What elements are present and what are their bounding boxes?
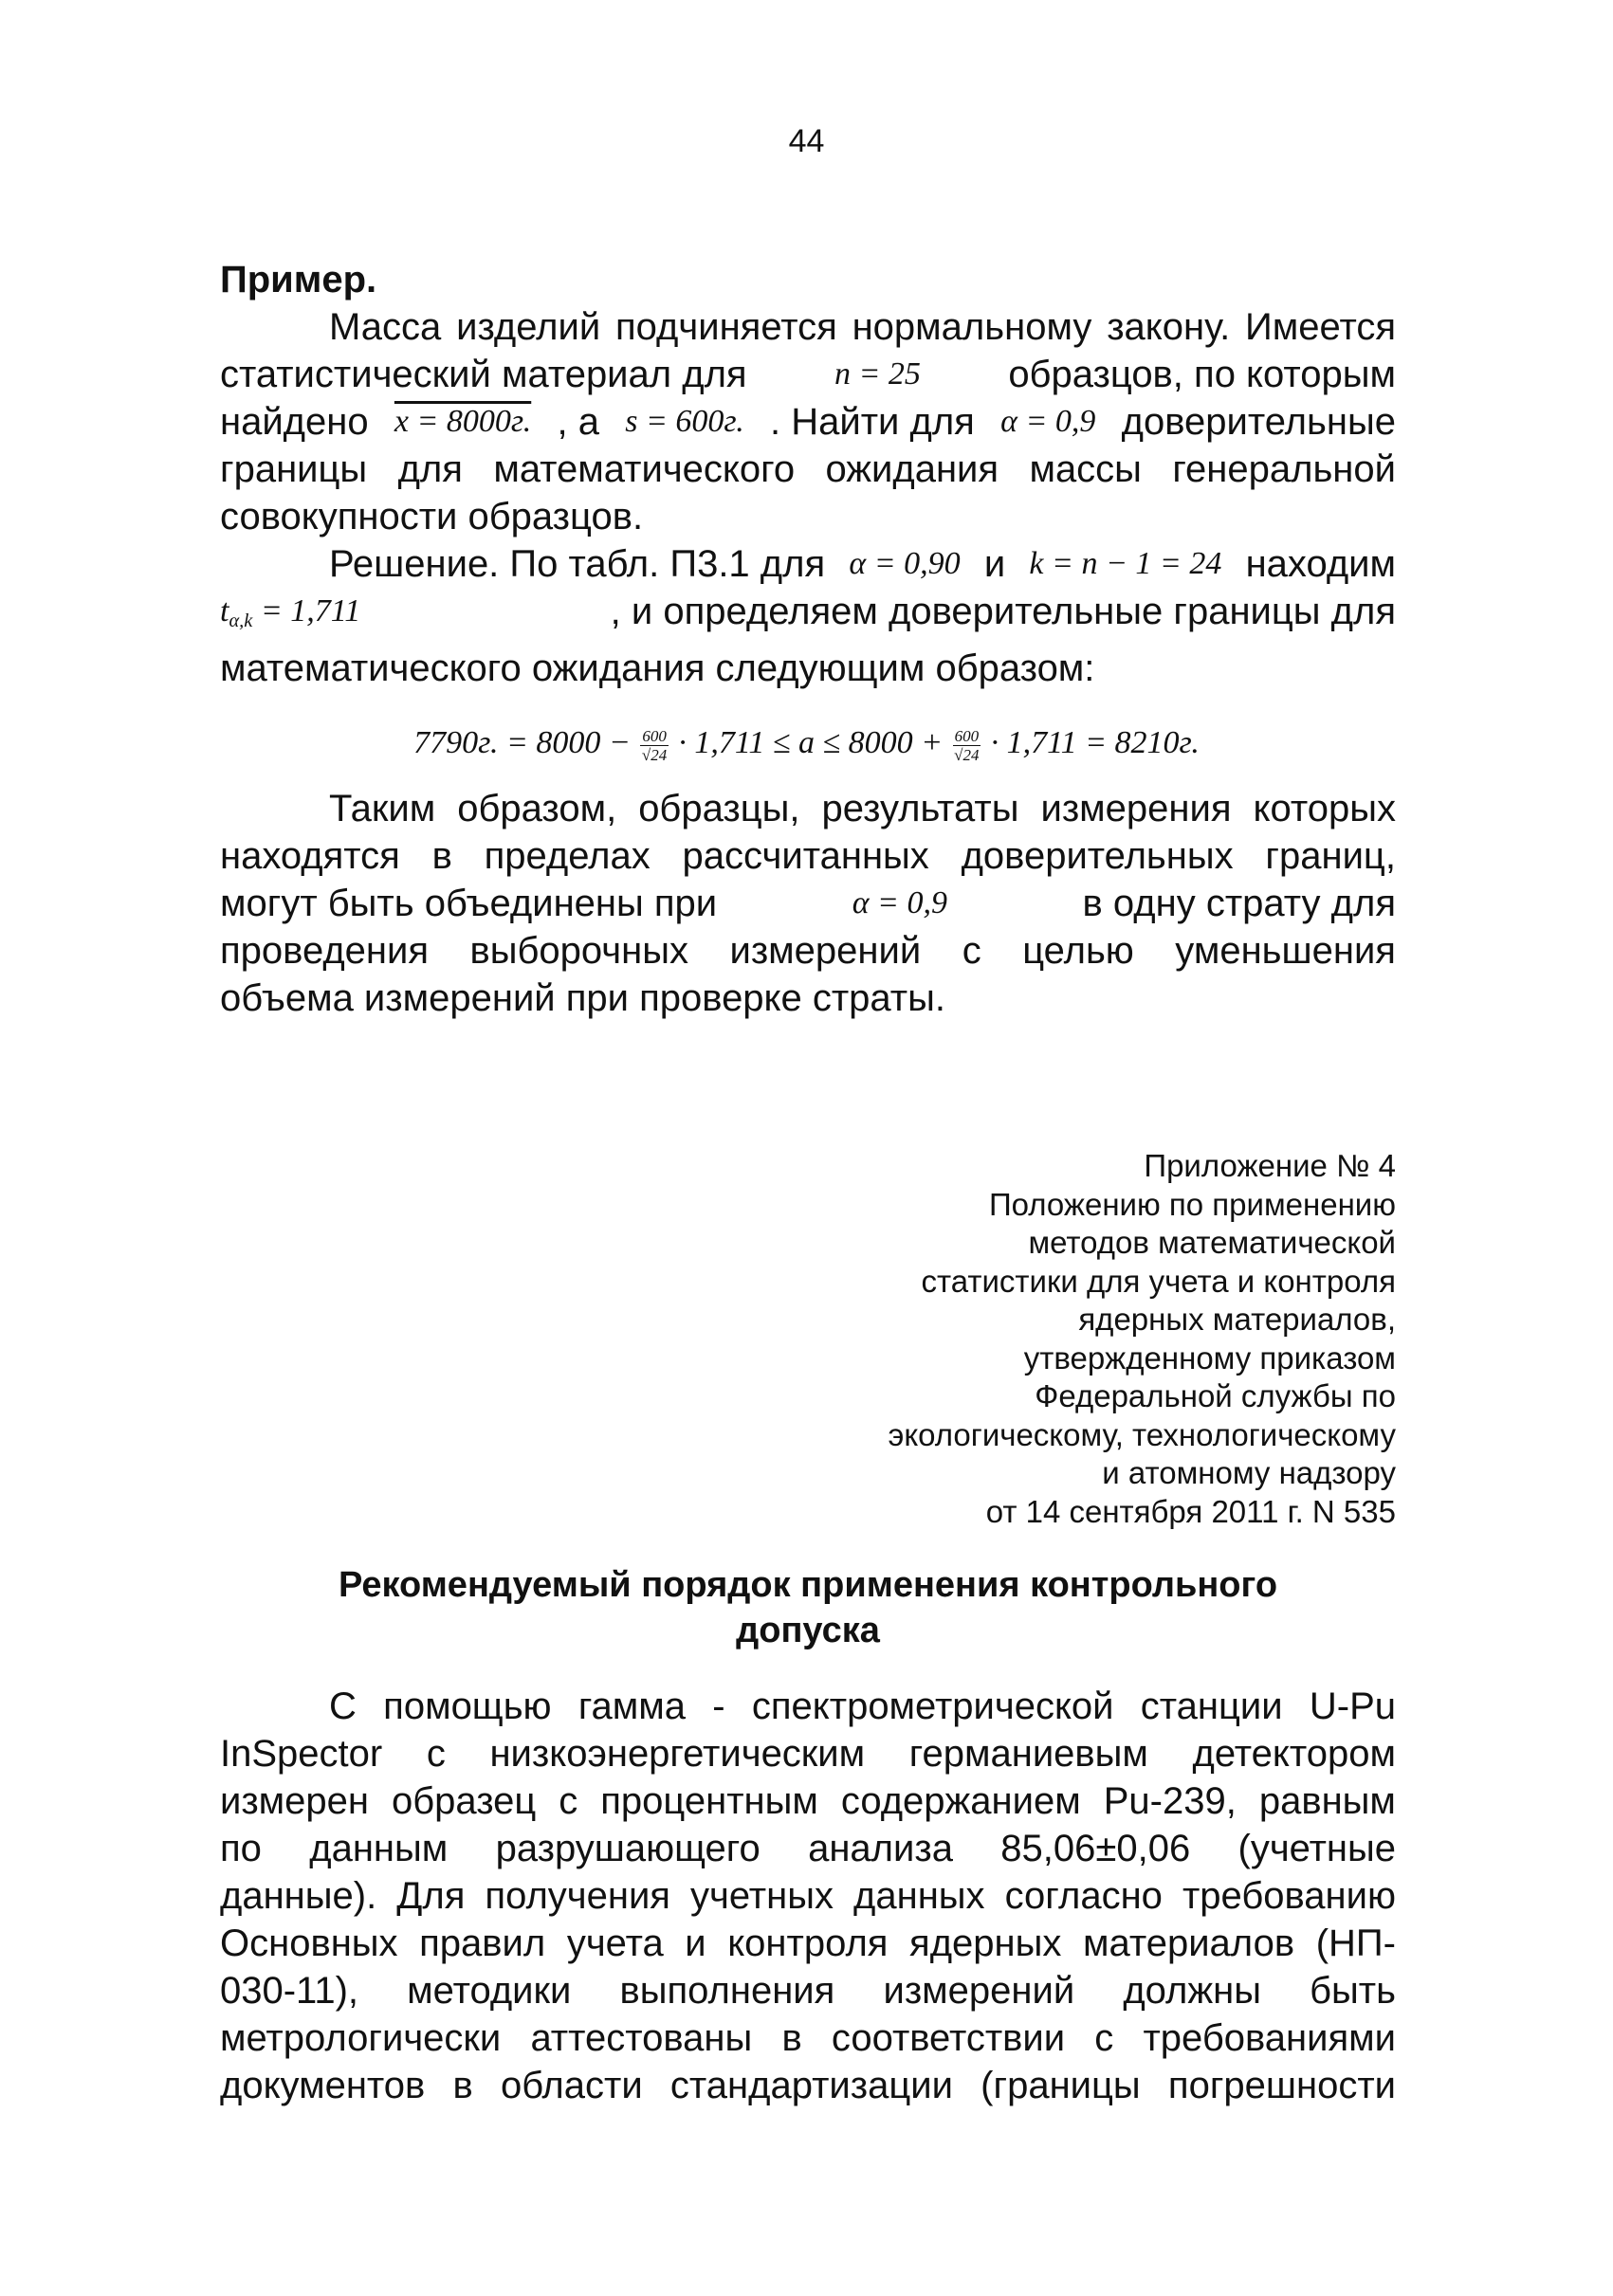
appendix-line: утвержденному приказом [1023,1339,1396,1376]
confidence-formula: 7790г. = 8000 − $\frac{600}{√24}$ · 1,711 ≤ a ≤ 8000 + $\frac{600}{√24}$ · 1,711 = 8210г. [413,725,1200,764]
appendix-line: экологическому, технологическому [888,1416,1396,1452]
body-line-6: Основных правил учета и контроля ядерных материалов (НП- [220,1922,1396,1964]
fraction-1: $\frac{600}{√24}$ [641,726,668,764]
body-line-3: измерен образец с процентным содержанием Pu-239, равным [220,1780,1396,1822]
page-number: 44 [788,123,825,159]
appendix-line: и атомному надзору [1102,1455,1396,1490]
example-heading: Пример. [220,259,377,301]
conclusion-line-5: объема измерений при проверке страты. [220,977,945,1019]
appendix-line: Положению по применению [988,1186,1396,1222]
fraction-2: $\frac{600}{√24}$ [954,726,980,764]
conclusion-line-3: могут быть объединены при α = 0,9 в одну страту для [220,880,1396,927]
body-line-7: 030-11), методики выполнения измерений должны быть [220,1970,1396,2012]
appendix-line: от 14 сентября 2011 г. N 535 [985,1493,1396,1529]
appendix-line: Приложение № 4 [1144,1148,1396,1183]
body-line-9: документов в области стандартизации (границы погрешности [220,2065,1396,2106]
body-line-8: метрологически аттестованы в соответствии с требованиями [220,2017,1396,2059]
math-t: $t_{\alpha,k} = 1,711$ [220,593,361,631]
appendix-line: статистики для учета и контроля [921,1263,1396,1299]
appendix-line: методов математической [1028,1225,1396,1260]
section-title: Рекомендуемый порядок применения контрольного допуска [338,1565,1278,1650]
body-line-1: С помощью гамма - спектрометрической станции U-Pu [329,1686,1396,1727]
example-line-5: совокупности образцов. [220,496,644,538]
example-line-1: Масса изделий подчиняется нормальному закону. Имеется [329,306,1396,348]
body-section [220,1683,1396,2109]
conclusion-line-4: проведения выборочных измерений с целью уменьшения [220,930,1396,972]
solution-line-2: $t_{\alpha,k} = 1,711$ , и определяем доверительные границы для [220,588,1396,645]
appendix-line: ядерных материалов, [1078,1302,1396,1337]
math-alpha-2: α = 0,90 [849,546,961,581]
example-line-4: границы для математического ожидания массы генеральной [220,448,1396,490]
math-alpha: α = 0,9 [1000,404,1096,439]
body-line-5: данные). Для получения учетных данных согласно требованию [220,1875,1396,1917]
math-n: n = 25 [834,356,921,392]
body-line-4: по данным разрушающего анализа 85,06±0,06 (учетные [220,1828,1396,1869]
body-line-2: InSpector с низкоэнергетическим германиевым детектором [220,1733,1396,1775]
conclusion-section [220,785,1396,1022]
math-s: s = 600г. [625,404,744,439]
math-alpha-3: α = 0,9 [852,885,947,920]
appendix-line: Федеральной службы по [1035,1378,1396,1413]
math-k: k = n − 1 = 24 [1029,546,1222,581]
solution-line-3: математического ожидания следующим образом: [220,647,1095,689]
example-line-3: найдено x = 8000г. , а s = 600г. . Найти для α = 0,9 доверительные [220,398,1396,446]
appendix-header [732,1147,1396,1531]
solution-line-1: Решение. По табл. П3.1 для α = 0,90 и k = n − 1 = 24 находим [220,540,1396,588]
conclusion-line-1: Таким образом, образцы, результаты измерения которых [329,788,1396,829]
example-section [220,256,1396,692]
example-line-2: статистический материал для n = 25 образцов, по которым [220,351,1396,398]
conclusion-line-2: находятся в пределах рассчитанных доверительных границ, [220,835,1396,877]
math-x: x = 8000г. [394,404,532,439]
